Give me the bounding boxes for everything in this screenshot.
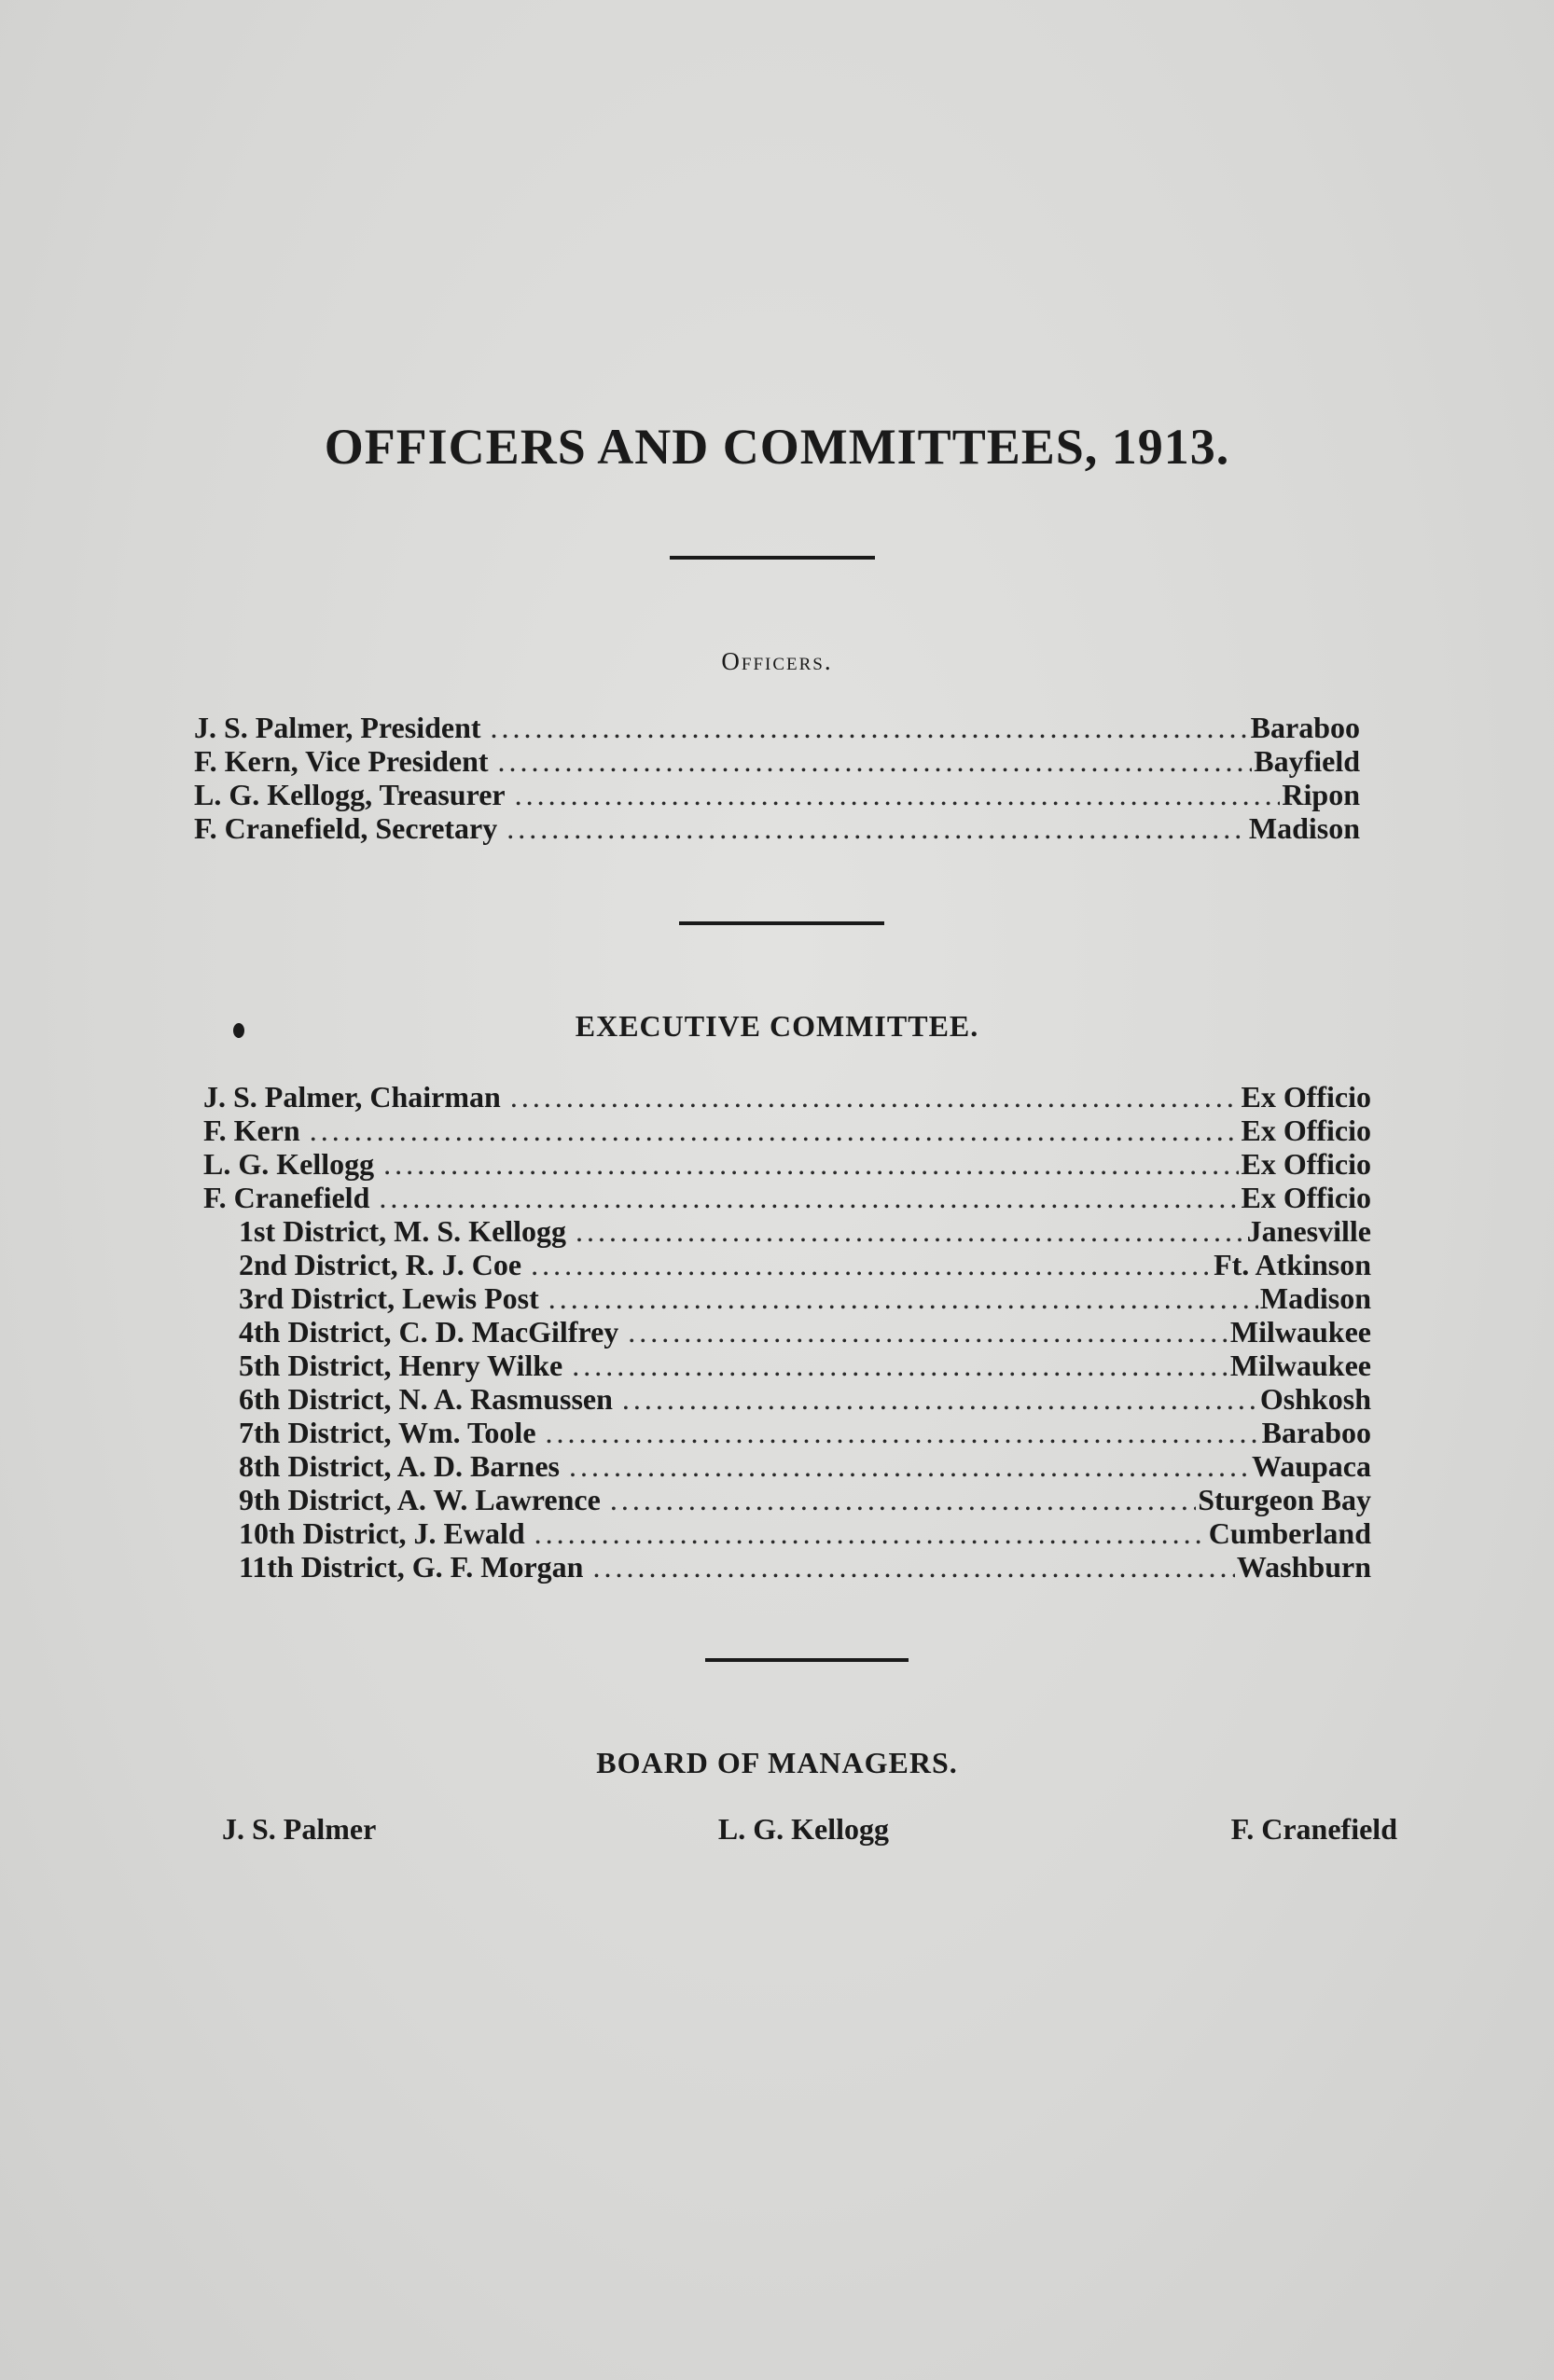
member-place: Milwaukee bbox=[1229, 1349, 1371, 1382]
member-place: Washburn bbox=[1236, 1550, 1371, 1584]
officer-row bbox=[194, 711, 1360, 744]
member-name: F. Cranefield bbox=[203, 1181, 370, 1214]
member-name: 6th District, N. A. Rasmussen bbox=[239, 1382, 613, 1416]
dot-leader bbox=[592, 1550, 1234, 1584]
dot-leader bbox=[506, 811, 1247, 845]
member-place: Janesville bbox=[1246, 1214, 1371, 1248]
member-place: Ex Officio bbox=[1241, 1080, 1371, 1114]
member-name: 1st District, M. S. Kellogg bbox=[239, 1214, 567, 1248]
dot-leader bbox=[534, 1516, 1207, 1550]
executive-row bbox=[203, 1248, 1371, 1281]
member-name: 8th District, A. D. Barnes bbox=[239, 1449, 560, 1483]
member-place: Oshkosh bbox=[1259, 1382, 1371, 1416]
executive-list bbox=[203, 1080, 1371, 1584]
member-name: L. G. Kellogg bbox=[203, 1147, 375, 1181]
officer-place: Madison bbox=[1248, 811, 1360, 845]
divider-rule-1 bbox=[670, 556, 875, 560]
member-name: 10th District, J. Ewald bbox=[239, 1516, 525, 1550]
member-place: Baraboo bbox=[1261, 1416, 1371, 1449]
dot-leader bbox=[379, 1181, 1239, 1214]
executive-row bbox=[203, 1550, 1371, 1584]
officer-name: F. Kern, Vice President bbox=[194, 744, 489, 778]
dot-leader bbox=[310, 1114, 1240, 1147]
officer-name: J. S. Palmer, President bbox=[194, 711, 481, 744]
member-name: 3rd District, Lewis Post bbox=[239, 1281, 539, 1315]
executive-row bbox=[203, 1516, 1371, 1550]
dot-leader bbox=[510, 1080, 1240, 1114]
officer-row bbox=[194, 778, 1360, 811]
officers-list bbox=[194, 711, 1360, 845]
officer-place: Bayfield bbox=[1254, 744, 1360, 778]
dot-leader bbox=[576, 1214, 1245, 1248]
member-name: 5th District, Henry Wilke bbox=[239, 1349, 563, 1382]
dot-leader bbox=[622, 1382, 1258, 1416]
executive-heading: EXECUTIVE COMMITTEE. bbox=[575, 1009, 979, 1043]
dot-leader bbox=[572, 1349, 1228, 1382]
dot-leader bbox=[548, 1281, 1258, 1315]
executive-row bbox=[203, 1147, 1371, 1181]
executive-row bbox=[203, 1181, 1371, 1214]
officers-heading: Officers. bbox=[721, 647, 833, 675]
member-name: J. S. Palmer, Chairman bbox=[203, 1080, 501, 1114]
executive-row bbox=[203, 1214, 1371, 1248]
managers-heading: BOARD OF MANAGERS. bbox=[596, 1746, 958, 1779]
executive-row bbox=[203, 1349, 1371, 1382]
officer-place: Baraboo bbox=[1250, 711, 1360, 744]
member-place: Madison bbox=[1259, 1281, 1371, 1315]
member-place: Sturgeon Bay bbox=[1198, 1483, 1371, 1516]
divider-rule-2 bbox=[679, 921, 884, 925]
member-place: Ft. Atkinson bbox=[1214, 1248, 1371, 1281]
dot-leader bbox=[628, 1315, 1228, 1349]
officer-name: L. G. Kellogg, Treasurer bbox=[194, 778, 506, 811]
executive-row bbox=[203, 1315, 1371, 1349]
member-name: 4th District, C. D. MacGilfrey bbox=[239, 1315, 619, 1349]
member-name: 11th District, G. F. Morgan bbox=[239, 1550, 584, 1584]
officer-row bbox=[194, 811, 1360, 845]
member-place: Ex Officio bbox=[1241, 1114, 1371, 1147]
dot-leader bbox=[383, 1147, 1239, 1181]
manager-name: L. G. Kellogg bbox=[717, 1812, 890, 1846]
member-place: Cumberland bbox=[1208, 1516, 1371, 1550]
manager-name: F. Cranefield bbox=[1230, 1812, 1397, 1846]
member-name: 7th District, Wm. Toole bbox=[239, 1416, 536, 1449]
managers-list bbox=[222, 1812, 1397, 1847]
member-place: Ex Officio bbox=[1241, 1147, 1371, 1181]
dot-leader bbox=[531, 1248, 1212, 1281]
officer-row bbox=[194, 744, 1360, 778]
dot-leader bbox=[610, 1483, 1196, 1516]
dot-leader bbox=[546, 1416, 1260, 1449]
member-place: Ex Officio bbox=[1241, 1181, 1371, 1214]
dot-leader bbox=[491, 711, 1249, 744]
dot-leader bbox=[515, 778, 1281, 811]
executive-row bbox=[203, 1483, 1371, 1516]
dot-leader bbox=[569, 1449, 1250, 1483]
executive-row bbox=[203, 1281, 1371, 1315]
member-name: 2nd District, R. J. Coe bbox=[239, 1248, 522, 1281]
member-place: Milwaukee bbox=[1229, 1315, 1371, 1349]
executive-row bbox=[203, 1114, 1371, 1147]
divider-rule-3 bbox=[705, 1658, 909, 1662]
member-place: Waupaca bbox=[1251, 1449, 1371, 1483]
dot-leader bbox=[498, 744, 1253, 778]
executive-row bbox=[203, 1449, 1371, 1483]
executive-row bbox=[203, 1416, 1371, 1449]
page-title: OFFICERS AND COMMITTEES, 1913. bbox=[324, 419, 1230, 475]
executive-row bbox=[203, 1382, 1371, 1416]
member-name: F. Kern bbox=[203, 1114, 300, 1147]
member-name: 9th District, A. W. Lawrence bbox=[239, 1483, 601, 1516]
manager-name: J. S. Palmer bbox=[222, 1812, 377, 1846]
officer-place: Ripon bbox=[1282, 778, 1360, 811]
officer-name: F. Cranefield, Secretary bbox=[194, 811, 498, 845]
executive-row bbox=[203, 1080, 1371, 1114]
